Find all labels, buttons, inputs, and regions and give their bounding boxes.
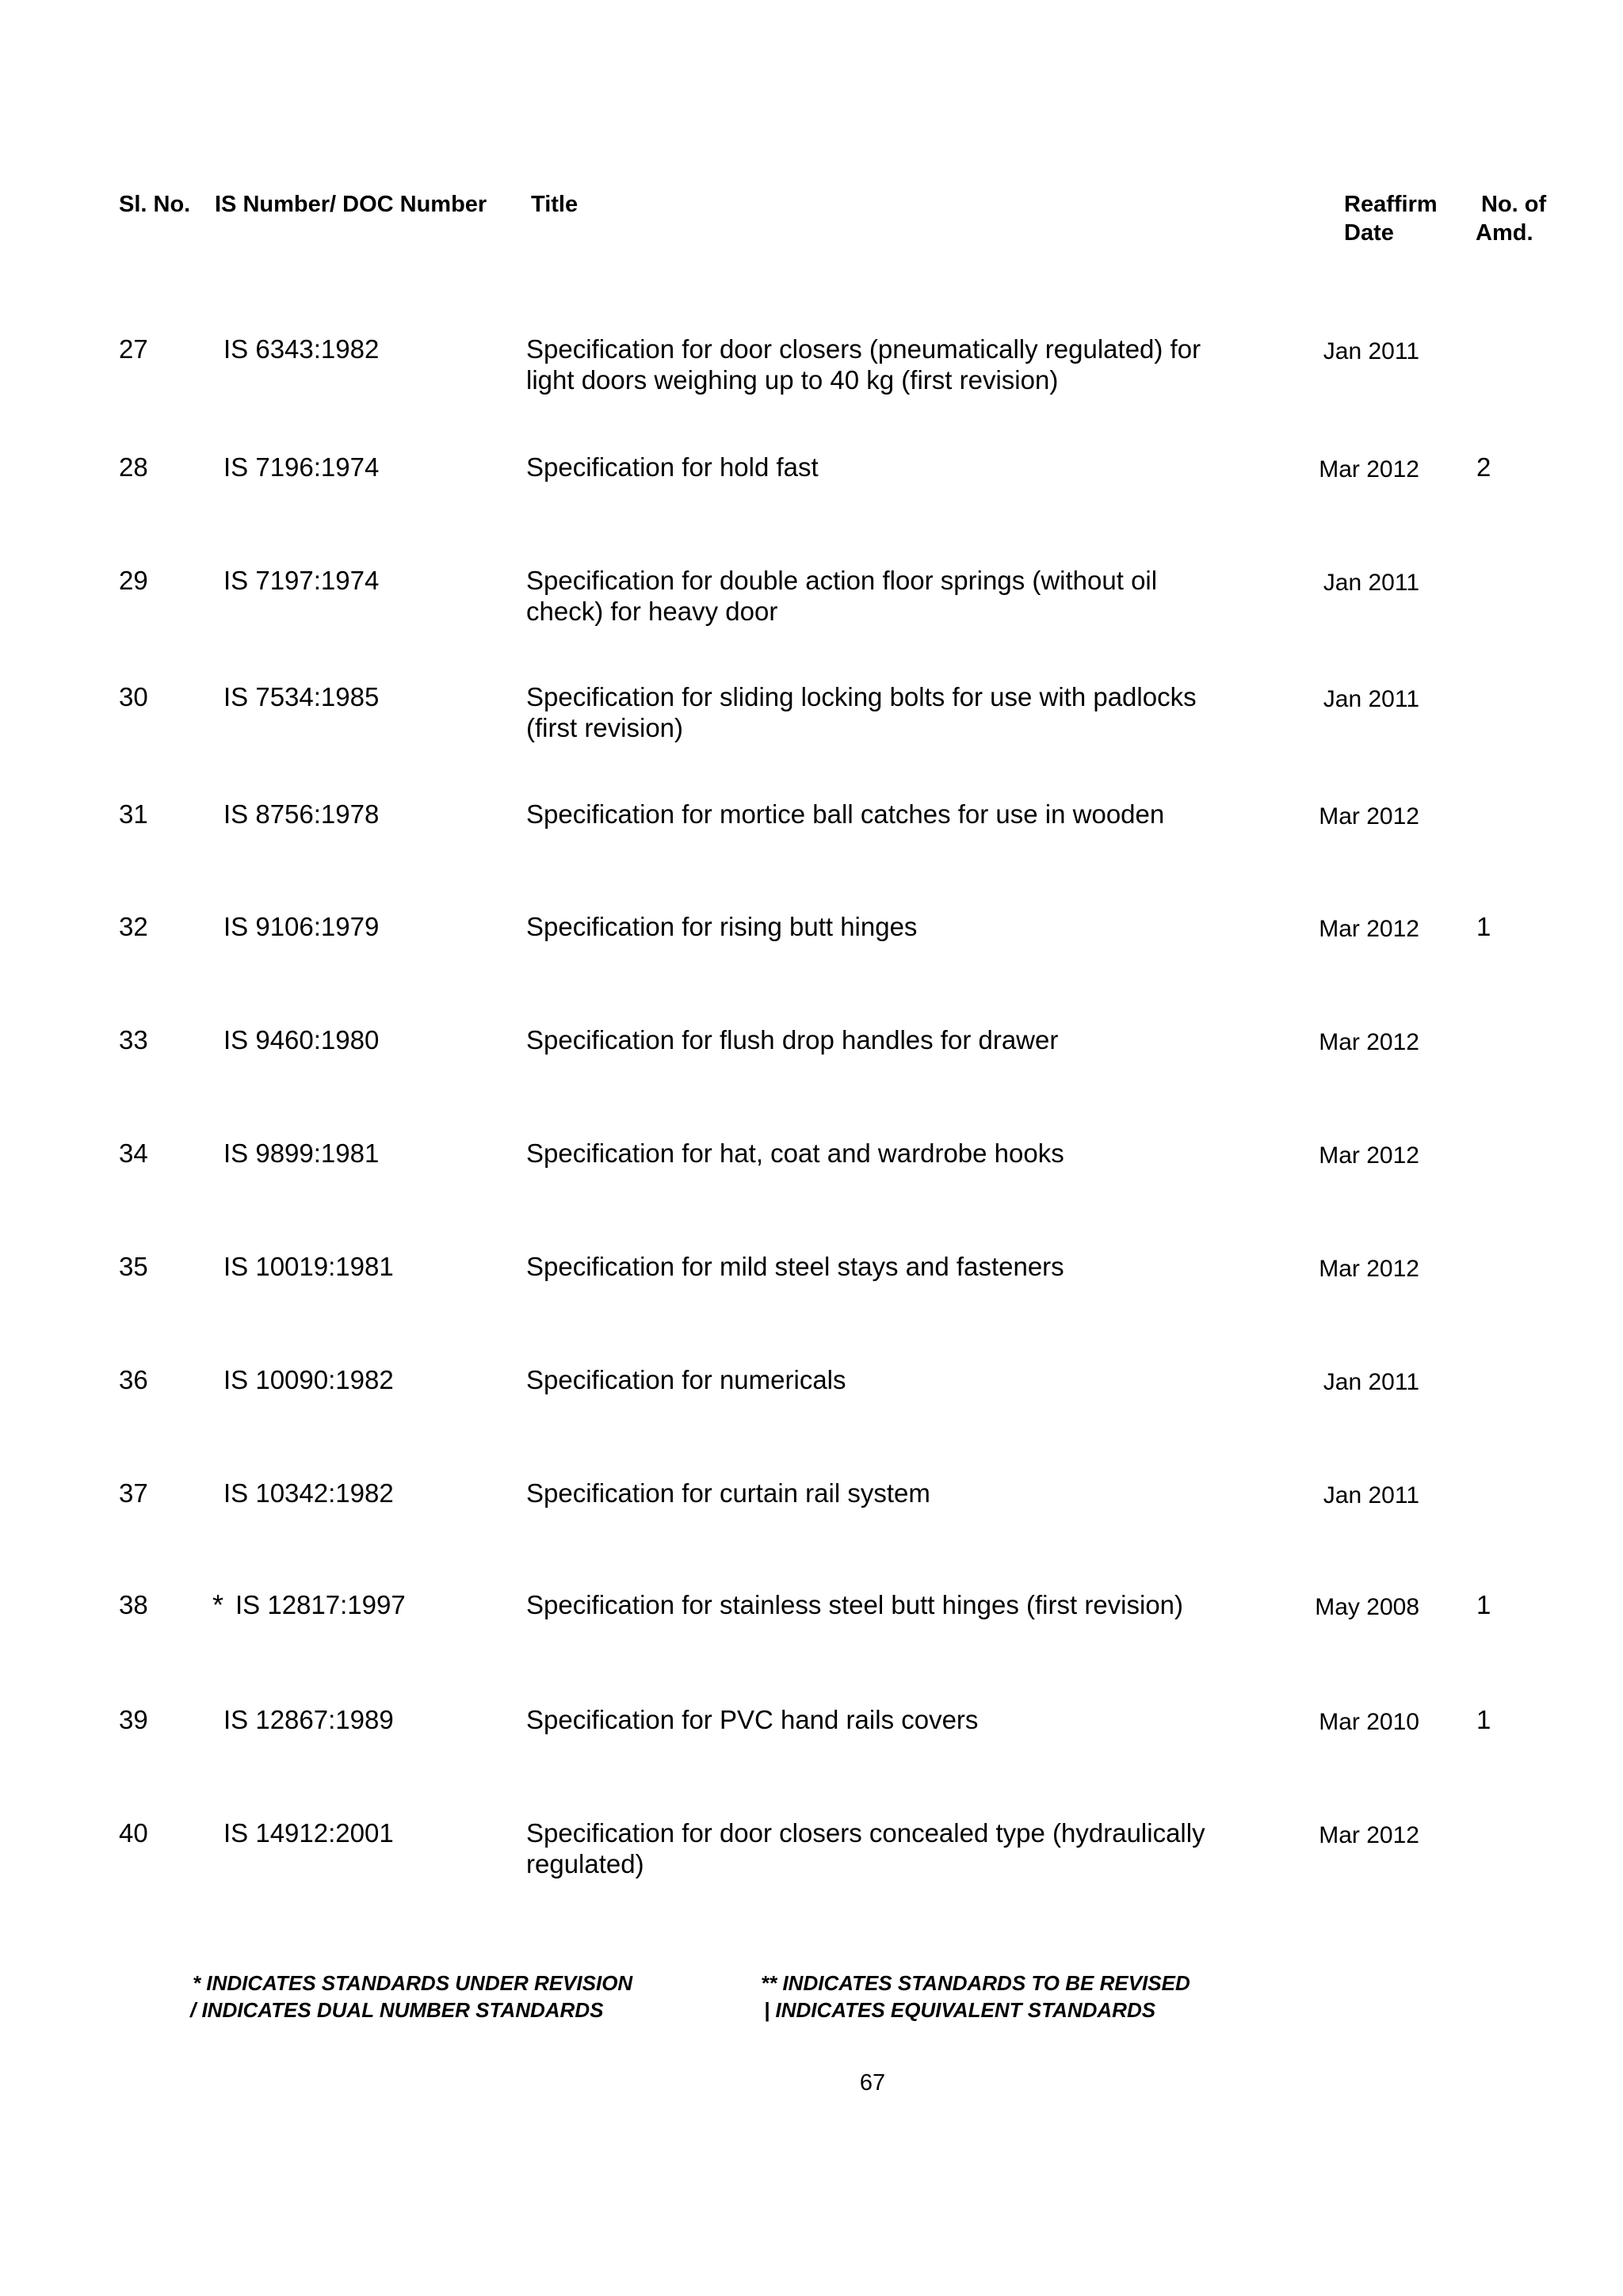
- row-title: Specification for PVC hand rails covers: [526, 1705, 979, 1734]
- row-reaffirm-date: Jan 2011: [1323, 570, 1419, 596]
- row-amd-count: 1: [1476, 1705, 1491, 1734]
- row-title: Specification for curtain rail system: [526, 1478, 930, 1508]
- row-reaffirm-date: Mar 2012: [1319, 1029, 1419, 1055]
- row-amd-count: 2: [1476, 452, 1491, 482]
- row-is-number: IS 10342:1982: [223, 1478, 394, 1508]
- row-is-number: IS 7534:1985: [223, 682, 380, 711]
- row-title: Specification for door closers concealed type (hydraulically regulated): [526, 1818, 1205, 1878]
- legend-equivalent: | INDICATES EQUIVALENT STANDARDS: [764, 1998, 1156, 2022]
- row-amd-count: 1: [1476, 912, 1491, 941]
- row-sl-no: 29: [119, 566, 148, 595]
- row-title: Specification for mortice ball catches for use in wooden: [526, 799, 1165, 829]
- row-is-number: IS 7196:1974: [223, 452, 380, 482]
- row-sl-no: 38: [119, 1590, 148, 1619]
- legend-under-revision: * INDICATES STANDARDS UNDER REVISION: [193, 1971, 633, 1995]
- row-title: Specification for flush drop handles for drawer: [526, 1025, 1059, 1055]
- row-reaffirm-date: Mar 2012: [1319, 803, 1419, 830]
- row-title: Specification for stainless steel butt hinges (first revision): [526, 1590, 1184, 1619]
- row-sl-no: 33: [119, 1025, 148, 1055]
- row-title: Specification for door closers (pneumatically regulated) for light doors weighing up to 40 kg (first revision): [526, 334, 1201, 395]
- row-sl-no: 34: [119, 1138, 148, 1168]
- row-reaffirm-date: Mar 2010: [1319, 1709, 1419, 1735]
- row-reaffirm-date: Jan 2011: [1323, 686, 1419, 712]
- row-sl-no: 32: [119, 912, 148, 941]
- row-is-number: IS 12817:1997: [235, 1590, 406, 1619]
- row-is-number: IS 12867:1989: [223, 1705, 394, 1734]
- header-sl-no: Sl. No.: [119, 192, 191, 217]
- header-reaffirm-line2: Date: [1344, 220, 1394, 246]
- row-reaffirm-date: Jan 2011: [1323, 1369, 1419, 1395]
- row-reaffirm-date: May 2008: [1315, 1594, 1419, 1620]
- row-reaffirm-date: Mar 2012: [1319, 1256, 1419, 1282]
- row-sl-no: 31: [119, 799, 148, 829]
- legend-dual-number: / INDICATES DUAL NUMBER STANDARDS: [190, 1998, 604, 2022]
- row-sl-no: 36: [119, 1365, 148, 1394]
- header-amd-line1: No. of: [1481, 192, 1547, 217]
- header-no-of-amd: [1476, 190, 1546, 247]
- row-sl-no: 37: [119, 1478, 148, 1508]
- row-is-number: IS 9899:1981: [223, 1138, 380, 1168]
- row-reaffirm-date: Mar 2012: [1319, 916, 1419, 942]
- row-sl-no: 40: [119, 1818, 148, 1848]
- row-title: Specification for double action floor springs (without oil check) for heavy door: [526, 566, 1158, 626]
- revision-marker: *: [212, 1589, 224, 1621]
- row-title: Specification for numericals: [526, 1365, 846, 1394]
- row-is-number: IS 9460:1980: [223, 1025, 380, 1055]
- row-reaffirm-date: Mar 2012: [1319, 1822, 1419, 1848]
- row-reaffirm-date: Jan 2011: [1323, 338, 1419, 364]
- row-amd-count: 1: [1476, 1590, 1491, 1619]
- row-sl-no: 39: [119, 1705, 148, 1734]
- header-title: Title: [531, 192, 579, 217]
- row-sl-no: 30: [119, 682, 148, 711]
- row-reaffirm-date: Mar 2012: [1319, 1142, 1419, 1169]
- header-amd-line2: Amd.: [1476, 220, 1533, 246]
- row-sl-no: 28: [119, 452, 148, 482]
- row-is-number: IS 10090:1982: [223, 1365, 394, 1394]
- row-sl-no: 27: [119, 334, 148, 364]
- row-sl-no: 35: [119, 1252, 148, 1281]
- row-title: Specification for hold fast: [526, 452, 819, 482]
- legend-to-be-revised: ** INDICATES STANDARDS TO BE REVISED: [761, 1971, 1190, 1995]
- row-title: Specification for sliding locking bolts for use with padlocks (first revision): [526, 682, 1197, 742]
- row-reaffirm-date: Mar 2012: [1319, 456, 1419, 482]
- row-is-number: IS 7197:1974: [223, 566, 380, 595]
- row-is-number: IS 10019:1981: [223, 1252, 394, 1281]
- row-is-number: IS 8756:1978: [223, 799, 380, 829]
- header-reaffirm-line1: Reaffirm: [1344, 192, 1438, 217]
- row-is-number: IS 14912:2001: [223, 1818, 394, 1848]
- header-reaffirm-date: [1344, 190, 1438, 247]
- row-title: Specification for mild steel stays and fasteners: [526, 1252, 1064, 1281]
- row-is-number: IS 9106:1979: [223, 912, 380, 941]
- row-title: Specification for hat, coat and wardrobe hooks: [526, 1138, 1064, 1168]
- page-number: 67: [859, 2070, 886, 2096]
- header-is-number: IS Number/ DOC Number: [215, 192, 487, 217]
- row-is-number: IS 6343:1982: [223, 334, 380, 364]
- row-reaffirm-date: Jan 2011: [1323, 1482, 1419, 1508]
- row-title: Specification for rising butt hinges: [526, 912, 918, 941]
